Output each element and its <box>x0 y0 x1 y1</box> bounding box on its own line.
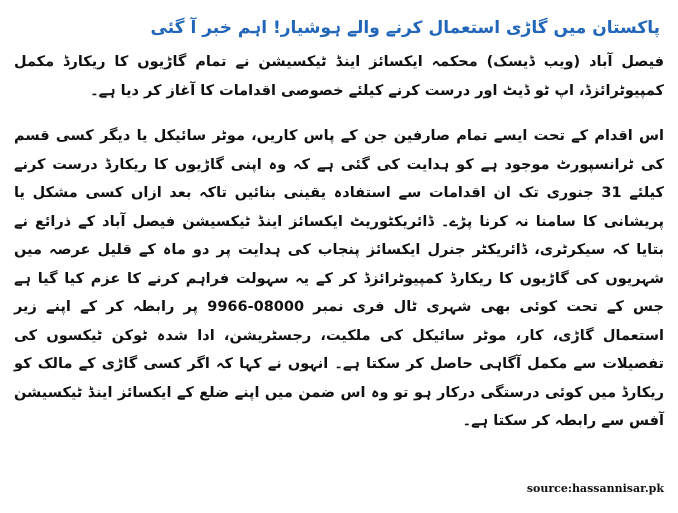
article-lead-paragraph: فیصل آباد (ویب ڈیسک) محکمہ ایکسائز اینڈ ٹیکسیشن نے تمام گاڑیوں کا ریکارڈ مکمل کمپیوٹرائزڈ، اپ ٹو ڈیٹ اور درست کرنے کیلئے خصوصی اقدامات کا آغاز کر دیا ہے۔ <box>14 54 664 99</box>
article-body-paragraph: اس اقدام کے تحت ایسے تمام صارفین جن کے پاس کاریں، موٹر سائیکل یا دیگر کسی قسم کی ٹرانسپورٹ موجود ہے کو ہدایت کی گئی ہے کہ وہ اپنی گاڑیوں کا ریکارڈ درست کرنے کیلئے 31 جنوری تک ان اقدامات سے استفادہ یقینی بنائیں تاکہ بعد ازاں کسی مشکل یا پریشانی کا سامنا نہ کرنا پڑے۔ ڈائریکٹوریٹ ایکسائز اینڈ ٹیکسیشن فیصل آباد کے ذرائع نے بتایا کہ سیکرٹری، ڈائریکٹر جنرل ایکسائز پنجاب کی ہدایت پر دو ماہ کے قلیل عرصہ میں شہریوں کی گاڑیوں کا ریکارڈ کمپیوٹرائزڈ کر کے یہ سہولت فراہم کرنے کا عزم کیا گیا ہے جس کے تحت کوئی بھی شہری ٹال فری نمبر 08000-9966 پر رابطہ کر کے اپنے زیر استعمال گاڑی، کار، موٹر سائیکل کی ملکیت، رجسٹریشن، ادا شدہ ٹوکن ٹیکسوں کی تفصیلات سے مکمل آگاہی حاصل کر سکتا ہے۔ انہوں نے کہا کہ اگر کسی گاڑی کے مالک کو ریکارڈ میں کوئی درستگی درکار ہو تو وہ اس ضمن میں اپنے ضلع کے ایکسائز اینڈ ٹیکسیشن آفس سے رابطہ کر سکتا ہے۔ <box>14 128 664 429</box>
news-article <box>14 6 664 513</box>
source-credit: source:hassannisar.pk <box>526 482 664 495</box>
article-headline: پاکستان میں گاڑی استعمال کرنے والے ہوشیار! اہم خبر آ گئی <box>150 18 660 38</box>
